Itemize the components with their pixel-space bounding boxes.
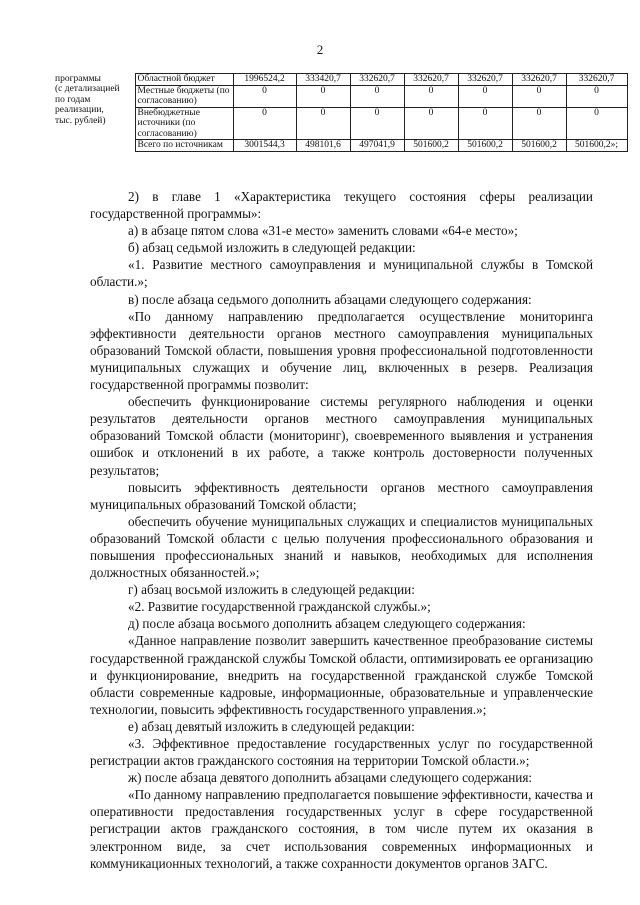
- row-group-header: [53, 74, 135, 152]
- table-cell: 332620,7: [512, 74, 566, 86]
- row-label: Местные бюджеты (по согласованию): [135, 85, 233, 107]
- paragraph: «Данное направление позволит завершить качественное преобразование системы государственной гражданской службы Томской области, оптимизировать ее организацию и функционирование, внедрить на государственной гражданской службе Томской области современные кадровые, информационные, образовательные и управленческие технологии, повысить эффективность государственного управления.»;: [90, 633, 593, 717]
- paragraph: е) абзац девятый изложить в следующей редакции:: [128, 718, 415, 734]
- paragraph: б) абзац седьмой изложить в следующей редакции:: [128, 240, 416, 256]
- table-cell: 0: [296, 107, 350, 140]
- table-cell: 0: [350, 85, 404, 107]
- table-cell: 501600,2: [404, 140, 458, 152]
- table-cell: 498101,6: [296, 140, 350, 152]
- paragraph: обеспечить обучение муниципальных служащих и специалистов муниципальных образований Томской области с целью получения профессионального образования и повышения профессиональных знаний и навыков, необходимых для исполнения должностных обязанностей.»;: [90, 513, 593, 581]
- page-number: 2: [316, 42, 324, 57]
- table-cell: 0: [566, 107, 627, 140]
- table-cell: 0: [566, 85, 627, 107]
- paragraph: а) в абзаце пятом слова «31-е место» заменить словами «64-е место»;: [128, 223, 518, 239]
- paragraph: д) после абзаца восьмого дополнить абзацем следующего содержания:: [128, 616, 526, 632]
- paragraph: «2. Развитие государственной гражданской службы.»;: [128, 599, 431, 615]
- paragraph: «По данному направлению предполагается осуществление мониторинга эффективности деятельности органов местного самоуправления муниципальных образований Томской области, повышения уровня профессиональной подготовленности муниципальных служащих и обучение лиц, включенных в резерв. Реализация государственной программы позволит:: [90, 308, 593, 393]
- table-cell: 1996524,2: [233, 74, 296, 86]
- table-cell: 0: [350, 107, 404, 140]
- table-cell: 3001544,3: [233, 140, 296, 152]
- row-label: Областной бюджет: [135, 74, 233, 86]
- paragraph: повысить эффективность деятельности органов местного самоуправления муниципальных образований Томской области;: [90, 479, 593, 512]
- table-cell: 501600,2: [512, 140, 566, 152]
- table-row: [53, 74, 627, 86]
- table-row: [53, 85, 627, 107]
- table-cell: 501600,2»;: [566, 140, 627, 152]
- row-group-header-line: реализации,: [55, 105, 104, 115]
- table-cell: 0: [404, 107, 458, 140]
- table-cell: 332620,7: [350, 74, 404, 86]
- paragraph: «По данному направлению предполагается повышение эффективности, качества и оперативности предоставления государственных услуг в сфере государственной регистрации актов гражданского состояния, в том числе путем их оказания в электронном виде, за счет использования современных информационных и коммуникационных технологий, а также сохранности документов органов ЗАГС.: [90, 787, 593, 871]
- table-cell: 0: [458, 85, 512, 107]
- paragraph: в) после абзаца седьмого дополнить абзацами следующего содержания:: [128, 291, 532, 307]
- table-cell: 332620,7: [404, 74, 458, 86]
- table-cell: 0: [458, 107, 512, 140]
- table-cell: 497041,9: [350, 140, 404, 152]
- table-cell: 0: [512, 85, 566, 107]
- table-row: [53, 140, 627, 152]
- table-cell: 332620,7: [566, 74, 627, 86]
- paragraph: обеспечить функционирование системы регулярного наблюдения и оценки результатов деятельности органов местного самоуправления муниципальных образований Томской области (мониторинг), своевременного выявления и устранения ошибок и отклонений в их работе, а также контроль достоверности полученных результатов;: [90, 394, 593, 478]
- paragraph: «1. Развитие местного самоуправления и муниципальной службы в Томской области.»;: [90, 257, 593, 290]
- document-body: [90, 188, 593, 872]
- row-label: Всего по источникам: [135, 140, 233, 152]
- paragraph: ж) после абзаца девятого дополнить абзацами следующего содержания:: [128, 770, 533, 786]
- table-cell: 333420,7: [296, 74, 350, 86]
- row-group-header-line: (с детализацией: [55, 84, 120, 94]
- table-cell: 0: [296, 85, 350, 107]
- table-cell: 501600,2: [458, 140, 512, 152]
- table-cell: 0: [233, 85, 296, 107]
- table-cell: 0: [233, 107, 296, 140]
- table-row: [53, 107, 627, 140]
- row-group-header-line: тыс. рублей): [55, 115, 106, 126]
- table-cell: 332620,7: [458, 74, 512, 86]
- budget-table: [53, 73, 628, 152]
- table-cell: 0: [512, 107, 566, 140]
- row-group-header-line: по годам: [55, 94, 91, 105]
- row-label: Внебюджетные источники (по согласованию): [135, 107, 233, 140]
- row-group-header-line: программы: [55, 73, 101, 84]
- paragraph: 2) в главе 1 «Характеристика текущего состояния сферы реализации государственной программы»:: [90, 189, 593, 222]
- table-cell: 0: [404, 85, 458, 107]
- paragraph: «3. Эффективное предоставление государственных услуг по государственной регистрации актов гражданского состояния на территории Томской области.»;: [90, 736, 593, 769]
- paragraph: г) абзац восьмой изложить в следующей редакции:: [128, 582, 415, 598]
